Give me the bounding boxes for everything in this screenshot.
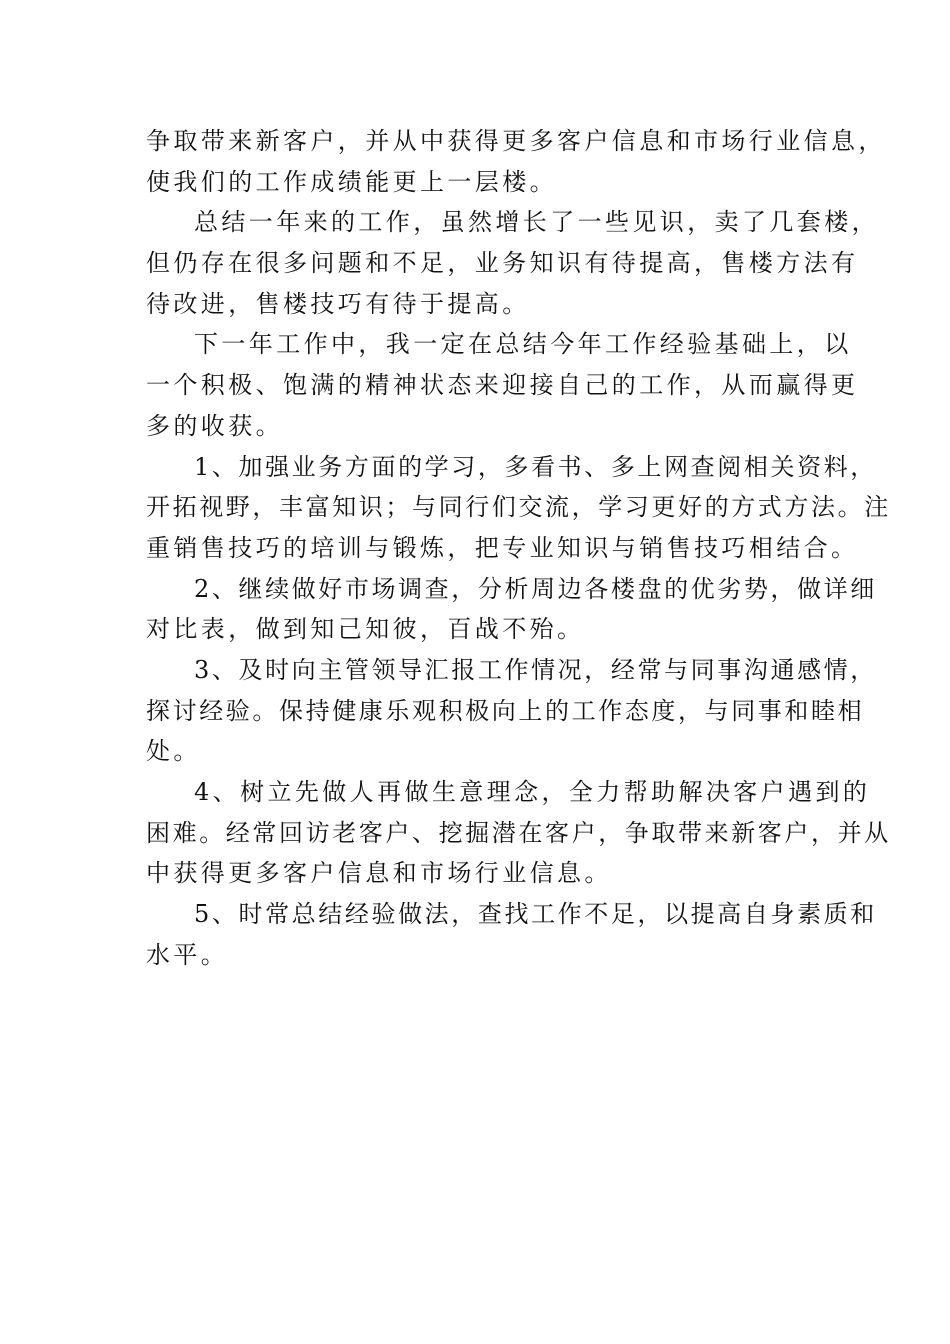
text-line: 下一年工作中，我一定在总结今年工作经验基础上，以: [194, 330, 852, 359]
text-line: 使我们的工作成绩能更上一层楼。: [146, 167, 557, 196]
text-line: 开拓视野，丰富知识；与同行们交流，学习更好的方式方法。注: [146, 493, 891, 522]
text-line: 中获得更多客户信息和市场行业信息。: [146, 859, 612, 888]
text-line: 处。: [146, 737, 201, 766]
text-line: 困难。经常回访老客户、挖掘潜在客户，争取带来新客户，并从: [146, 818, 891, 847]
list-item-3: [146, 650, 877, 772]
paragraph-continuation: [146, 121, 886, 202]
text-line: 5、时常总结经验做法，查找工作不足，以提高自身素质和: [194, 900, 877, 929]
text-line: 探讨经验。保持健康乐观积极向上的工作态度，与同事和睦相: [146, 696, 865, 725]
text-line: 4、树立先做人再做生意理念，全力帮助解决客户遇到的: [194, 778, 871, 806]
text-line: 总结一年来的工作，虽然增长了一些见识，卖了几套楼，: [194, 208, 879, 237]
text-line: 3、及时向主管领导汇报工作情况，经常与同事沟通感情，: [194, 655, 877, 684]
text-line: 但仍存在很多问题和不足，业务知识有待提高，售楼方法有: [146, 249, 859, 278]
text-line: 多的收获。: [146, 411, 283, 440]
paragraph-summary: [146, 202, 879, 324]
document-page: [146, 121, 891, 975]
text-line: 待改进，售楼技巧有待于提高。: [146, 289, 530, 318]
text-line: 一个积极、饱满的精神状态来迎接自己的工作，从而赢得更: [146, 371, 859, 400]
text-line: 水平。: [146, 940, 229, 969]
text-line: 2、继续做好市场调查，分析周边各楼盘的优劣势，做详细: [194, 574, 877, 603]
list-item-4: [146, 772, 891, 894]
paragraph-next-year: [146, 324, 859, 446]
list-item-5: [146, 894, 877, 975]
text-line: 重销售技巧的培训与锻炼，把专业知识与销售技巧相结合。: [146, 533, 859, 562]
text-line: 1、加强业务方面的学习，多看书、多上网查阅相关资料，: [194, 452, 877, 481]
list-item-1: [146, 447, 891, 569]
text-line: 争取带来新客户，并从中获得更多客户信息和市场行业信息，: [146, 127, 886, 155]
text-line: 对比表，做到知己知彼，百战不殆。: [146, 615, 585, 644]
list-item-2: [146, 569, 877, 650]
